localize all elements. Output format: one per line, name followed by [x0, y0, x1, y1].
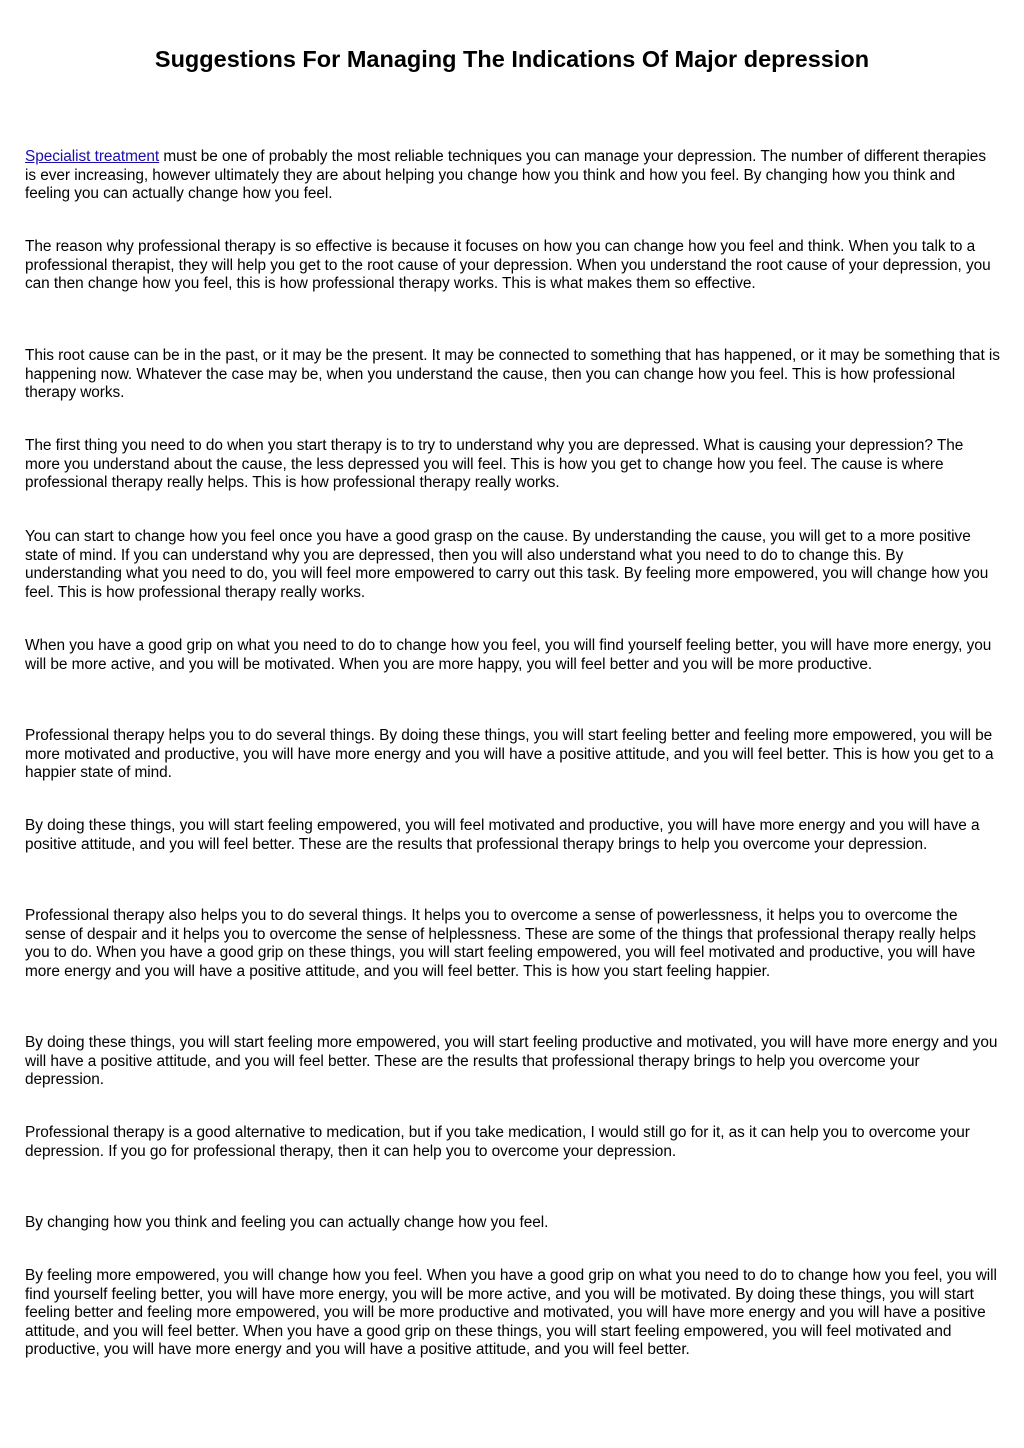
page-title: Suggestions For Managing The Indications Of Major depression: [154, 46, 870, 72]
paragraph: [25, 148, 1001, 204]
paragraph: Professional therapy also helps you to do several things. It helps you to overcome a sense of powerlessness, it helps you to overcome the sense of despair and it helps you to overcome the sense of helplessness. These are some of the things that professional therapy really helps you to do. When you have a good grip on these things, you will start feeling empowered, you will feel motivated and productive, you will have more energy and you will have a positive attitude, and you will feel better. This is how you start feeling happier.: [25, 907, 976, 980]
paragraph: You can start to change how you feel once you have a good grasp on the cause. By understanding the cause, you will get to a more positive state of mind. If you can understand why you are depressed, then you will also understand what you need to do to change this. By understanding what you need to do, you will feel more empowered to carry out this task. By feeling more empowered, you will change how you feel. This is how professional therapy really works.: [25, 528, 989, 601]
paragraph: By feeling more empowered, you will change how you feel. When you have a good grip on what you need to do to change how you feel, you will find yourself feeling better, you will have more energy, you will be more active, and you will be motivated. By doing these things, you will start feeling better and feeling more empowered, you will be more productive and motivated, you will have more energy and you will have a positive attitude, and you will feel better. When you have a good grip on these things, you will start feeling empowered, you will feel motivated and productive, you will have more energy and you will have a positive attitude, and you will feel better.: [25, 1267, 997, 1358]
paragraph: By doing these things, you will start feeling empowered, you will feel motivated and productive, you will have more energy and you will have a positive attitude, and you will feel better. These are the results that professional therapy brings to help you overcome your depression.: [25, 817, 980, 853]
paragraph: Professional therapy is a good alternative to medication, but if you take medication, I would still go for it, as it can help you to overcome your depression. If you go for professional therapy, then it can help you to overcome your depression.: [25, 1124, 970, 1160]
paragraph-text: must be one of probably the most reliable techniques you can manage your depression. The number of different therapies is ever increasing, however ultimately they are about helping you change how you think and how you feel. By changing how you think and feeling you can actually change how you feel.: [25, 148, 986, 202]
paragraph: By changing how you think and feeling you can actually change how you feel.: [25, 1214, 549, 1231]
paragraph: The reason why professional therapy is so effective is because it focuses on how you can change how you feel and think. When you talk to a professional therapist, they will help you get to the root cause of your depression. When you understand the root cause of your depression, you can then change how you feel, this is how professional therapy works. This is what makes them so effective.: [25, 238, 991, 292]
paragraph: Professional therapy helps you to do several things. By doing these things, you will start feeling better and feeling more empowered, you will be more motivated and productive, you will have more energy and you will have a positive attitude, and you will feel better. This is how you get to a happier state of mind.: [25, 727, 994, 781]
paragraph: This root cause can be in the past, or it may be the present. It may be connected to something that has happened, or it may be something that is happening now. Whatever the case may be, when you understand the cause, then you can change how you feel. This is how professional therapy works.: [25, 347, 1000, 401]
paragraph: The first thing you need to do when you start therapy is to try to understand why you are depressed. What is causing your depression? The more you understand about the cause, the less depressed you will feel. This is how you get to change how you feel. The cause is where professional therapy really helps. This is how professional therapy really works.: [25, 437, 964, 491]
specialist-treatment-link[interactable]: Specialist treatment: [25, 148, 160, 165]
paragraph: By doing these things, you will start feeling more empowered, you will start feeling productive and motivated, you will have more energy and you will have a positive attitude, and you will feel better. These are the results that professional therapy brings to help you overcome your depression.: [25, 1034, 998, 1088]
paragraph: When you have a good grip on what you need to do to change how you feel, you will find yourself feeling better, you will have more energy, you will be more active, and you will be motivated. When you are more happy, you will feel better and you will be more productive.: [25, 637, 992, 673]
